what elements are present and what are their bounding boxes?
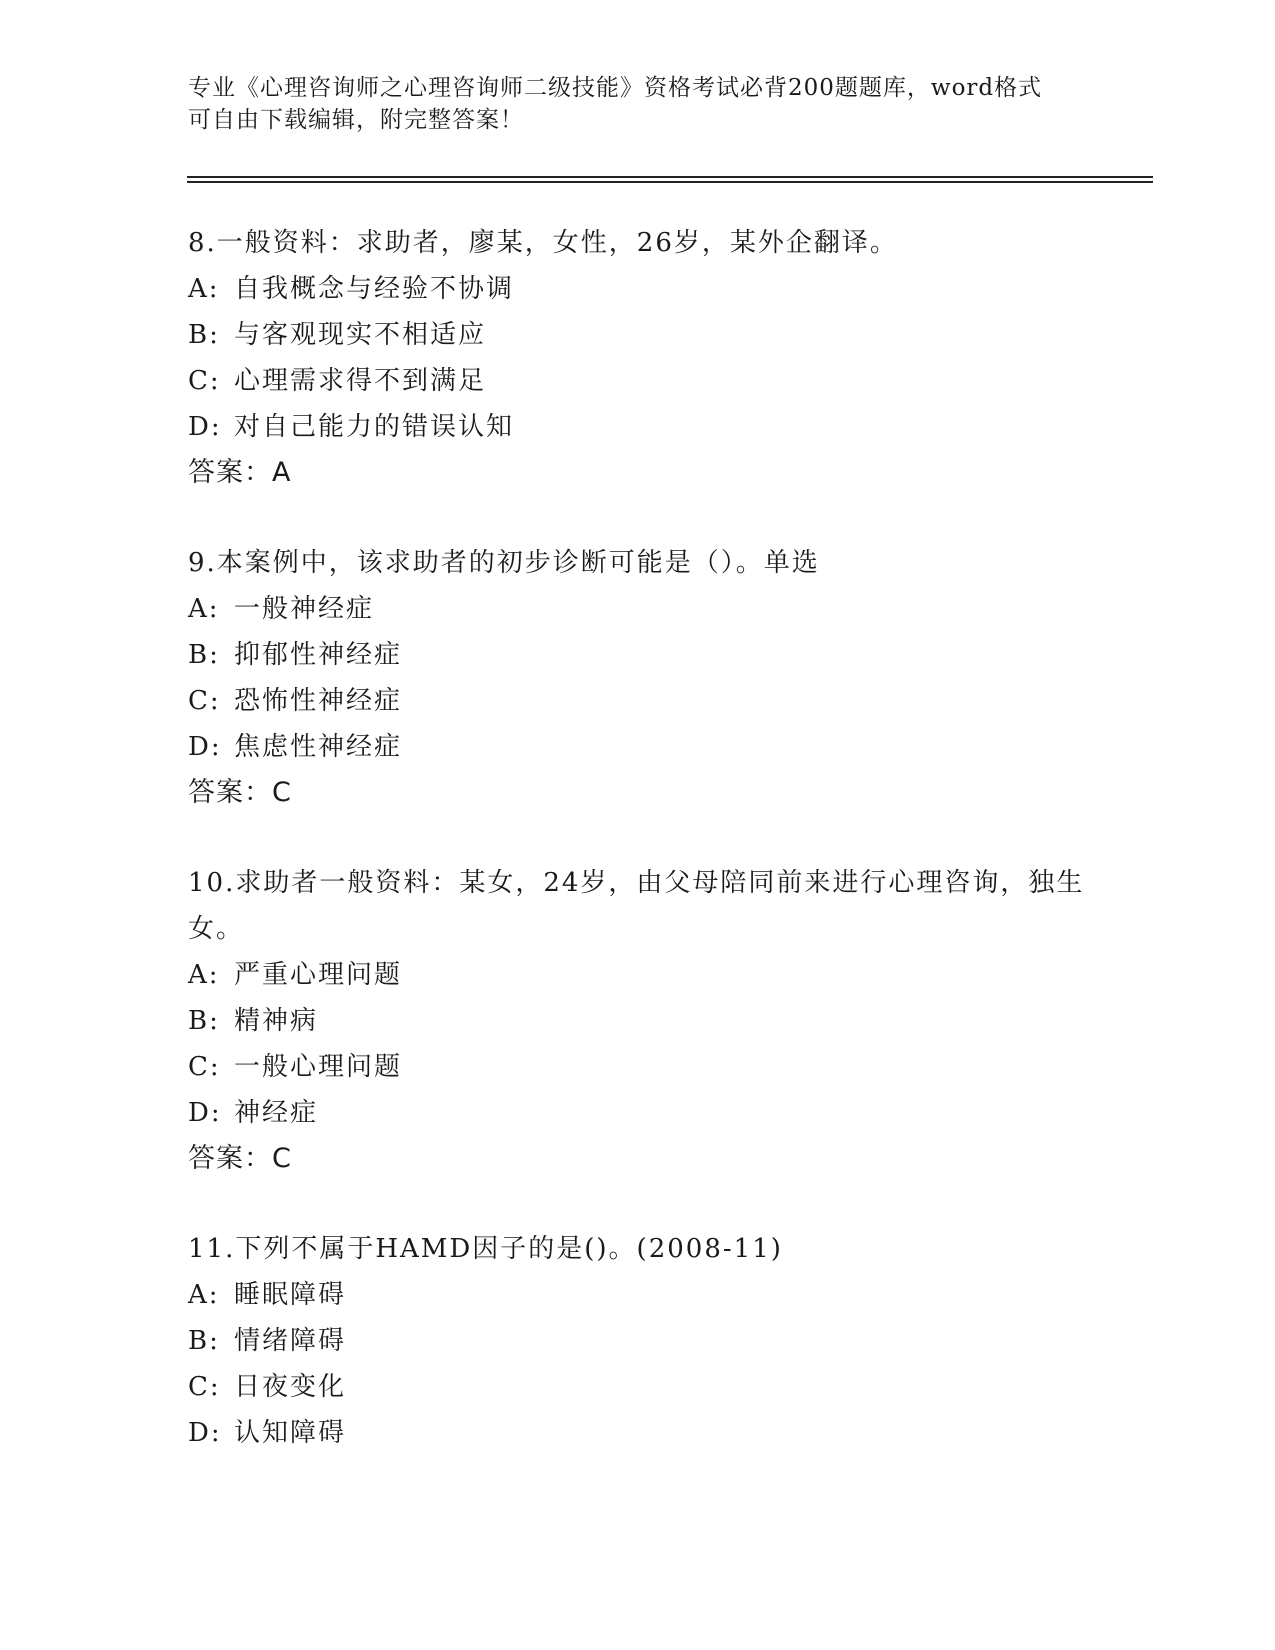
option-key: B:: [188, 1006, 220, 1036]
option-d: [188, 1410, 1118, 1456]
question-text: 9.本案例中，该求助者的初步诊断可能是（）。单选: [188, 548, 820, 578]
option-text: 日夜变化: [234, 1372, 347, 1402]
question-list: [188, 220, 1118, 1500]
option-a: [188, 1272, 1118, 1318]
header-line-1: 专业《心理咨询师之心理咨询师二级技能》资格考试必背200题题库，word格式: [188, 75, 1043, 101]
option-d: [188, 404, 1118, 450]
question-10: [188, 860, 1118, 1182]
option-key: C:: [188, 1052, 221, 1082]
option-c: [188, 1364, 1118, 1410]
answer-line: 答案：A: [188, 457, 292, 488]
option-text: 与客观现实不相适应: [234, 320, 487, 350]
option-text: 神经症: [234, 1098, 319, 1128]
option-key: C:: [188, 366, 221, 396]
header-divider-top: [187, 176, 1153, 178]
option-c: [188, 1044, 1118, 1090]
question-8: [188, 220, 1118, 496]
answer-line: 答案：C: [188, 777, 292, 808]
document-header: [188, 72, 1088, 136]
option-key: C:: [188, 686, 221, 716]
option-key: B:: [188, 640, 220, 670]
option-key: A:: [188, 594, 220, 624]
option-b: [188, 632, 1118, 678]
option-key: B:: [188, 1326, 220, 1356]
question-text: 10.求助者一般资料：某女，24岁，由父母陪同前来进行心理咨询，独生女。: [188, 868, 1085, 944]
option-text: 情绪障碍: [234, 1326, 347, 1356]
question-11: [188, 1226, 1118, 1456]
option-text: 一般心理问题: [234, 1052, 403, 1082]
option-b: [188, 1318, 1118, 1364]
option-c: [188, 678, 1118, 724]
option-key: D:: [188, 1418, 222, 1448]
option-a: [188, 586, 1118, 632]
option-text: 对自己能力的错误认知: [234, 412, 515, 442]
option-key: A:: [188, 274, 220, 304]
option-text: 一般神经症: [234, 594, 375, 624]
question-text: 11.下列不属于HAMD因子的是()。(2008-11): [188, 1234, 783, 1264]
answer-line: 答案：C: [188, 1143, 292, 1174]
question-text: 8.一般资料：求助者，廖某，女性，26岁，某外企翻译。: [188, 228, 898, 258]
option-key: D:: [188, 732, 222, 762]
option-key: D:: [188, 412, 222, 442]
option-key: A:: [188, 960, 220, 990]
option-c: [188, 358, 1118, 404]
option-text: 认知障碍: [234, 1418, 347, 1448]
option-d: [188, 724, 1118, 770]
option-a: [188, 266, 1118, 312]
option-key: A:: [188, 1280, 220, 1310]
option-b: [188, 998, 1118, 1044]
header-divider-bottom: [187, 181, 1153, 183]
option-b: [188, 312, 1118, 358]
question-9: [188, 540, 1118, 816]
option-text: 心理需求得不到满足: [234, 366, 487, 396]
option-text: 严重心理问题: [234, 960, 403, 990]
option-text: 睡眠障碍: [234, 1280, 347, 1310]
option-key: B:: [188, 320, 220, 350]
option-text: 焦虑性神经症: [234, 732, 403, 762]
option-a: [188, 952, 1118, 998]
option-d: [188, 1090, 1118, 1136]
option-text: 抑郁性神经症: [234, 640, 403, 670]
option-text: 精神病: [234, 1006, 319, 1036]
option-key: D:: [188, 1098, 222, 1128]
option-text: 恐怖性神经症: [234, 686, 403, 716]
option-text: 自我概念与经验不协调: [234, 274, 515, 304]
option-key: C:: [188, 1372, 221, 1402]
header-line-2: 可自由下载编辑，附完整答案！: [188, 107, 524, 133]
